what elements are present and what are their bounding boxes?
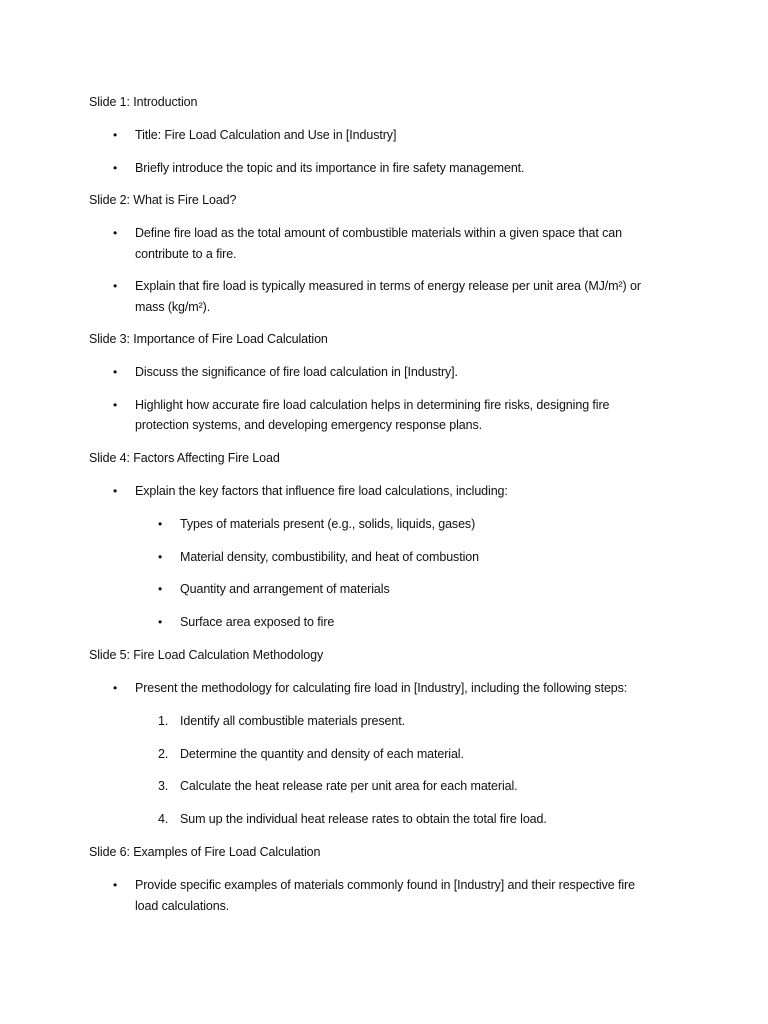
step-number: 4. <box>158 812 169 826</box>
bullet-icon: • <box>113 398 118 412</box>
slide-1-bullet-1: Title: Fire Load Calculation and Use in [Industry] <box>135 128 397 142</box>
slide-5-step-4: Sum up the individual heat release rates to obtain the total fire load. <box>180 812 547 826</box>
slide-4-heading: Slide 4: Factors Affecting Fire Load <box>89 451 280 465</box>
slide-5-bullet-1: Present the methodology for calculating fire load in [Industry], including the following steps: <box>135 681 628 695</box>
slide-2-bullet-2-line-2: mass (kg/m²). <box>135 300 211 314</box>
slide-4-subbullet-3: Quantity and arrangement of materials <box>180 582 390 596</box>
slide-4-subbullet-4: Surface area exposed to fire <box>180 615 335 629</box>
slide-3-bullet-2-line-2: protection systems, and developing emergency response plans. <box>135 418 482 432</box>
bullet-icon: • <box>158 550 163 564</box>
slide-2-bullet-2-line-1: Explain that fire load is typically measured in terms of energy release per unit area (MJ/m²) or <box>135 279 641 293</box>
bullet-icon: • <box>158 615 163 629</box>
slide-5-step-2: Determine the quantity and density of each material. <box>180 747 464 761</box>
bullet-icon: • <box>158 582 163 596</box>
bullet-icon: • <box>113 128 118 142</box>
slide-1-bullet-2: Briefly introduce the topic and its importance in fire safety management. <box>135 161 525 175</box>
slide-5-step-1: Identify all combustible materials present. <box>180 714 405 728</box>
step-number: 1. <box>158 714 169 728</box>
step-number: 2. <box>158 747 169 761</box>
slide-4-subbullet-2: Material density, combustibility, and heat of combustion <box>180 550 479 564</box>
slide-6-heading: Slide 6: Examples of Fire Load Calculation <box>89 845 321 859</box>
bullet-icon: • <box>113 878 118 892</box>
bullet-icon: • <box>113 681 118 695</box>
slide-3-bullet-2-line-1: Highlight how accurate fire load calculation helps in determining fire risks, designing fire <box>135 398 610 412</box>
bullet-icon: • <box>113 365 118 379</box>
bullet-icon: • <box>158 517 163 531</box>
slide-3-bullet-1: Discuss the significance of fire load calculation in [Industry]. <box>135 365 458 379</box>
slide-2-bullet-1-line-1: Define fire load as the total amount of combustible materials within a given space that can <box>135 226 623 240</box>
slide-5-heading: Slide 5: Fire Load Calculation Methodology <box>89 648 324 662</box>
bullet-icon: • <box>113 226 118 240</box>
slide-6-bullet-1-line-1: Provide specific examples of materials commonly found in [Industry] and their respective fire <box>135 878 635 892</box>
bullet-icon: • <box>113 161 118 175</box>
bullet-icon: • <box>113 279 118 293</box>
slide-3-heading: Slide 3: Importance of Fire Load Calculation <box>89 332 328 346</box>
slide-5-step-3: Calculate the heat release rate per unit area for each material. <box>180 779 518 793</box>
slide-2-heading: Slide 2: What is Fire Load? <box>89 193 237 207</box>
slide-4-bullet-1: Explain the key factors that influence fire load calculations, including: <box>135 484 508 498</box>
bullet-icon: • <box>113 484 118 498</box>
slide-6-bullet-1-line-2: load calculations. <box>135 899 230 913</box>
step-number: 3. <box>158 779 169 793</box>
slide-4-subbullet-1: Types of materials present (e.g., solids, liquids, gases) <box>180 517 476 531</box>
slide-2-bullet-1-line-2: contribute to a fire. <box>135 247 237 261</box>
slide-1-heading: Slide 1: Introduction <box>89 95 198 109</box>
